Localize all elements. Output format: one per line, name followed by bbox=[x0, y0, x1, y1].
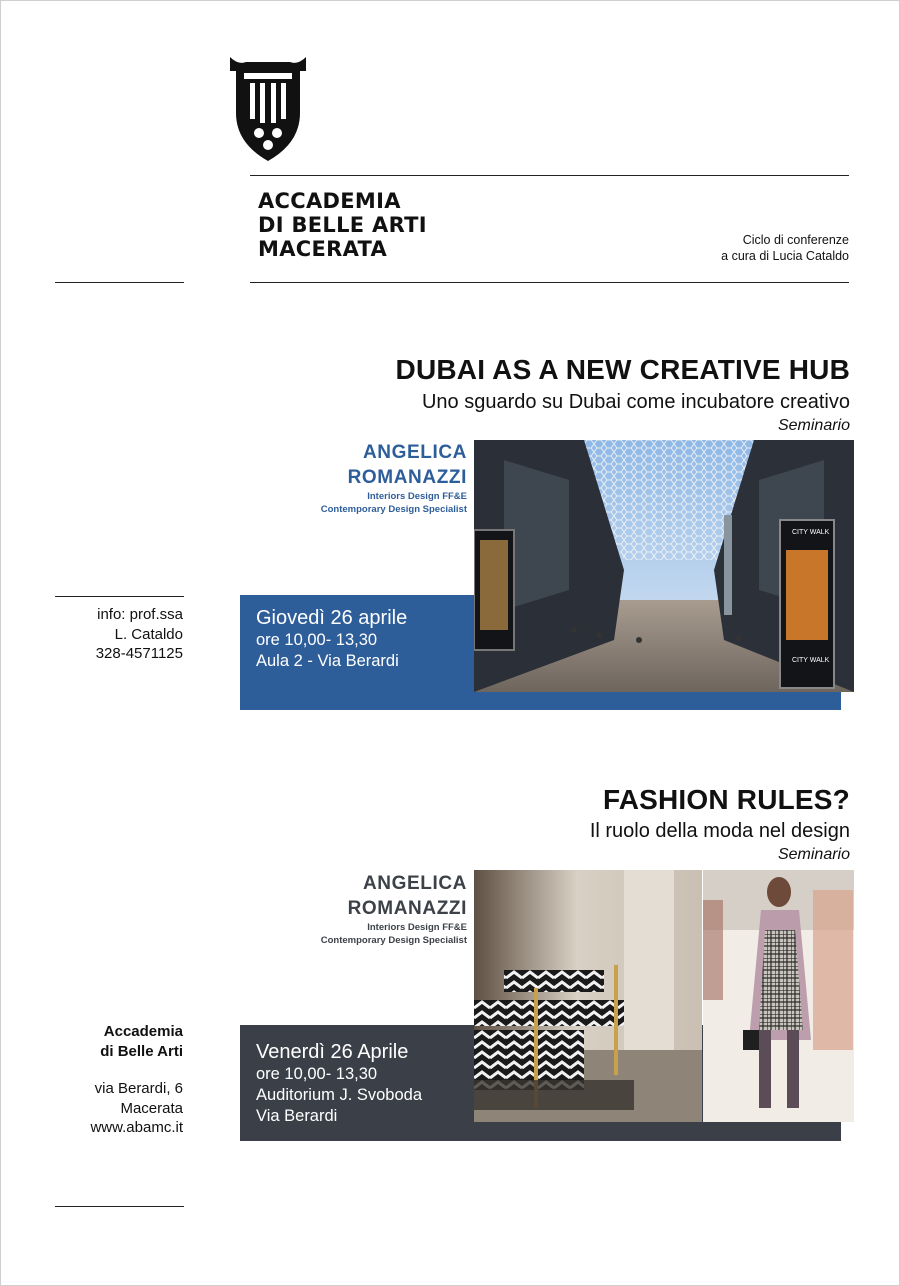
event-2-photo-runway bbox=[703, 870, 854, 1122]
website-link[interactable]: www.abamc.it bbox=[90, 1119, 183, 1136]
event-1-schedule: Giovedì 26 aprile ore 10,00- 13,30 Aula 2 - Via Berardi bbox=[256, 607, 408, 670]
event-2-photo-interior bbox=[474, 870, 702, 1122]
event-1-subtitle: Uno sguardo su Dubai come incubatore creativo bbox=[421, 391, 850, 413]
dubai-street-photo bbox=[474, 440, 854, 692]
event-2-type: Seminario bbox=[777, 846, 850, 863]
header-rule-bottom bbox=[250, 282, 849, 283]
academy-name: ACCADEMIA DI BELLE ARTI MACERATA bbox=[258, 189, 427, 261]
contact-info: info: prof.ssa L. Cataldo 328-4571125 bbox=[95, 606, 183, 662]
event-1-photo bbox=[474, 440, 854, 692]
academy-logo bbox=[228, 55, 308, 163]
event-2-title: FASHION RULES? bbox=[602, 784, 850, 815]
interior-chair-photo bbox=[474, 870, 702, 1122]
runway-photo bbox=[703, 870, 854, 1122]
city-walk-sign-top: CITY WALK bbox=[792, 529, 830, 536]
event-2-subtitle: Il ruolo della moda nel design bbox=[589, 820, 850, 842]
sidebar-rule-3 bbox=[55, 1206, 184, 1207]
header-rule-top bbox=[250, 175, 849, 176]
event-1-speaker: ANGELICA ROMANAZZI Interiors Design FF&E Contemporary Design Specialist bbox=[320, 442, 467, 515]
series-info: Ciclo di conferenze a cura di Lucia Cataldo bbox=[721, 233, 849, 263]
city-walk-sign-bottom: CITY WALK bbox=[792, 657, 830, 664]
event-1-type: Seminario bbox=[777, 417, 850, 434]
event-2-speaker: ANGELICA ROMANAZZI Interiors Design FF&E Contemporary Design Specialist bbox=[320, 873, 467, 946]
sidebar-rule-2 bbox=[55, 596, 184, 597]
academy-address: Accademia di Belle Arti via Berardi, 6 Macerata www.abamc.it bbox=[90, 1023, 183, 1136]
sidebar-rule-1 bbox=[55, 282, 184, 283]
event-2-schedule: Venerdì 26 Aprile ore 10,00- 13,30 Auditorium J. Svoboda Via Berardi bbox=[256, 1041, 423, 1125]
event-1-title: DUBAI AS A NEW CREATIVE HUB bbox=[395, 354, 850, 385]
